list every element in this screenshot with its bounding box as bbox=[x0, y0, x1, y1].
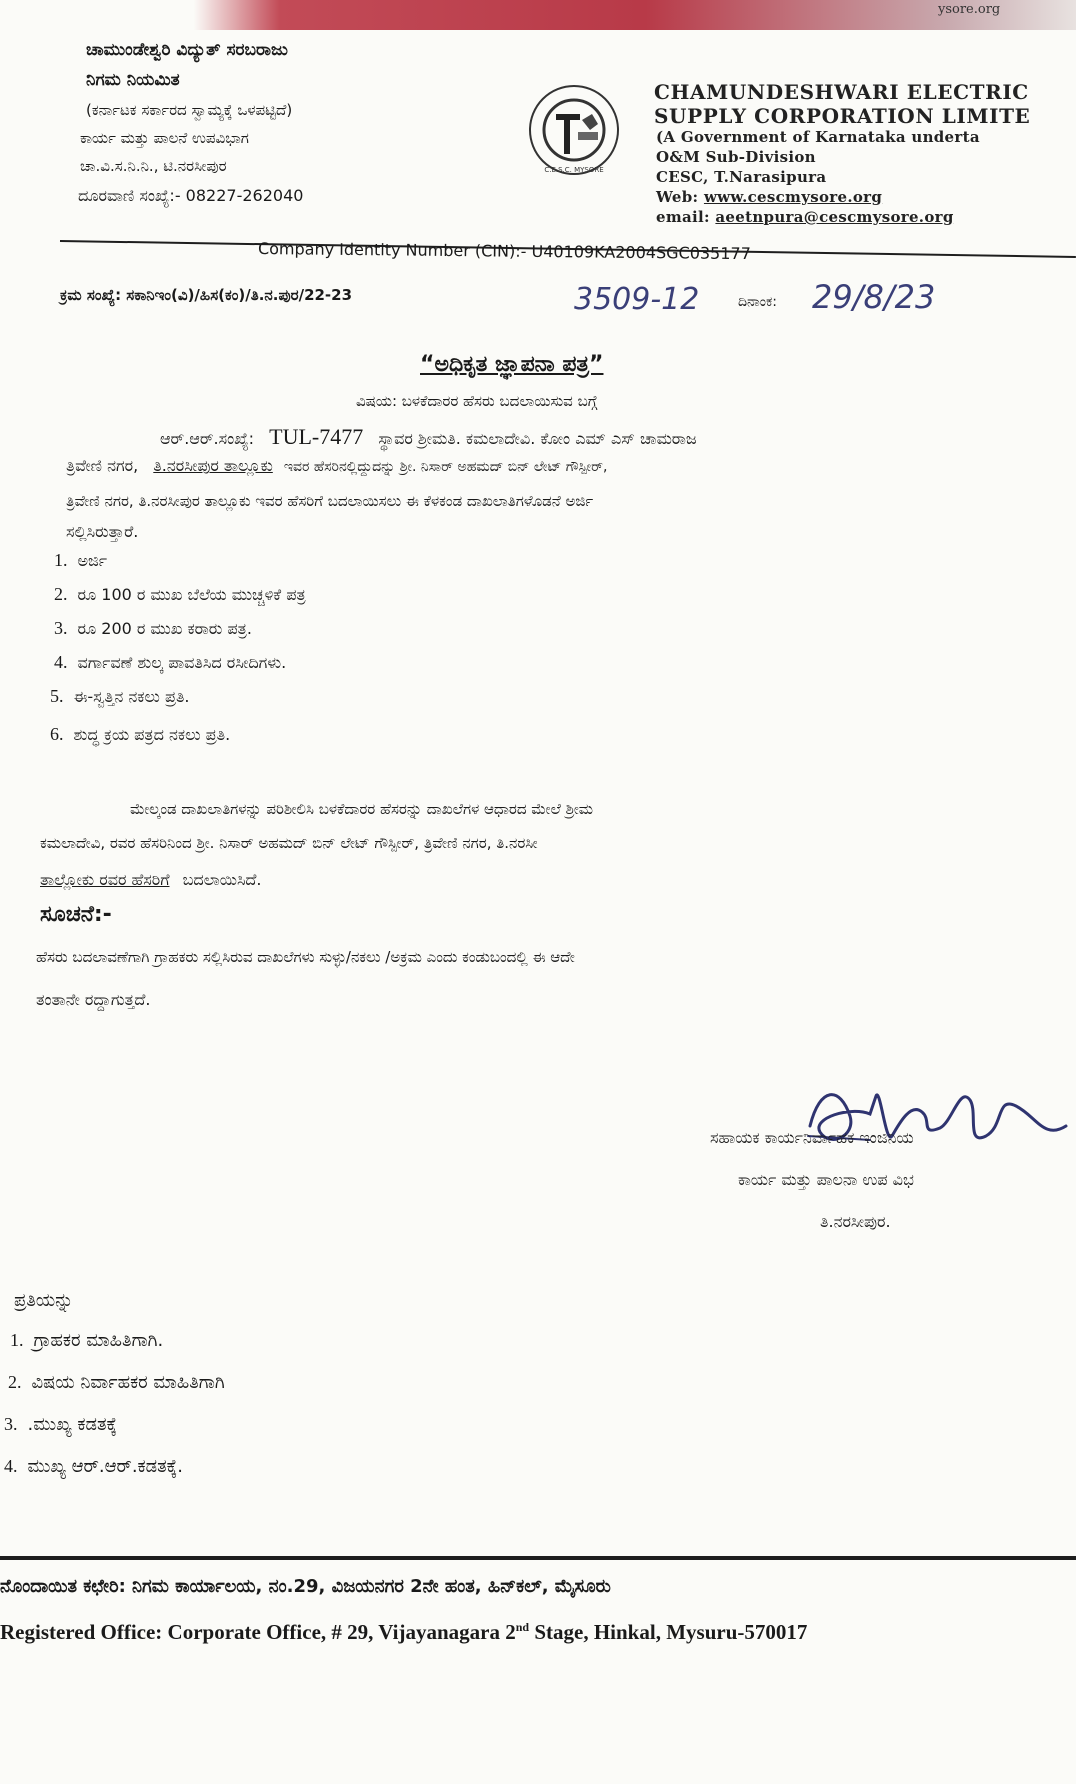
kan-org-suffix: ನಿಗಮ ನಿಯಮಿತ bbox=[86, 70, 180, 90]
cesc-logo-emblem-icon bbox=[528, 84, 620, 176]
en-email bbox=[656, 208, 954, 226]
footer-divider bbox=[0, 1556, 1076, 1560]
web-label: Web: bbox=[656, 188, 699, 206]
banner-url: ysore.org bbox=[938, 2, 1001, 17]
list-item bbox=[54, 550, 107, 571]
kan-org-name: ಚಾಮುಂಡೇಶ್ವರಿ ವಿದ್ಯುತ್ ಸರಬರಾಜು bbox=[86, 40, 288, 60]
en-web bbox=[656, 188, 882, 206]
list-item-number: 2. bbox=[54, 584, 68, 604]
handwritten-signature-icon bbox=[790, 1066, 1076, 1176]
list-item-text: .ಮುಖ್ಯ ಕಡತಕ್ಕೆ bbox=[27, 1414, 118, 1435]
para1-line1 bbox=[160, 424, 697, 450]
list-item-number: 3. bbox=[54, 618, 68, 638]
list-item-text: ಅರ್ಜಿ bbox=[77, 551, 108, 570]
reference-prefix: ಕ್ರಮ ಸಂಖ್ಯೆ: ಸಕಾನಿಇಂ(ವಿ)/ಹಿಸ(ಕಂ)/ತಿ.ನ.ಪುರ/22-23 bbox=[60, 286, 353, 304]
svg-text:C.E.S.C. MYSORE: C.E.S.C. MYSORE bbox=[544, 166, 604, 174]
footer-address-sup: nd bbox=[515, 1620, 530, 1634]
list-item-number: 4. bbox=[54, 652, 68, 672]
kan-place: ಚಾ.ವಿ.ಸ.ನಿ.ನಿ., ಟಿ.ನರಸೀಪುರ bbox=[80, 157, 227, 175]
list-item bbox=[10, 1330, 163, 1351]
para1-line4: ಸಲ್ಲಿಸಿರುತ್ತಾರೆ. bbox=[66, 522, 139, 541]
footer-address-part1: Registered Office: Corporate Office, # 29, Vijayanagara 2 bbox=[0, 1620, 516, 1644]
signatory-designation: ಸಹಾಯಕ ಕಾರ್ಯನಿರ್ವಾಹಕ ಇಂಜಿನಿಯ bbox=[710, 1128, 914, 1147]
list-item bbox=[8, 1372, 225, 1393]
copies-heading: ಪ್ರತಿಯನ್ನು bbox=[14, 1290, 74, 1311]
list-item-text: ವರ್ಗಾವಣೆ ಶುಲ್ಕ ಪಾವತಿಸಿದ ರಸೀದಿಗಳು. bbox=[77, 653, 287, 672]
en-org-line1: CHAMUNDESHWARI ELECTRIC bbox=[654, 80, 1029, 104]
signatory-place: ತಿ.ನರಸೀಪುರ. bbox=[820, 1212, 891, 1231]
cin-line: Company Identity Number (CIN):- U40109KA2004SGC035177 bbox=[257, 239, 751, 264]
signatory-office: ಕಾರ್ಯ ಮತ್ತು ಪಾಲನಾ ಉಪ ವಿಭ bbox=[738, 1170, 914, 1189]
list-item bbox=[54, 652, 286, 673]
note-heading: ಸೂಚನೆ:- bbox=[40, 902, 112, 927]
en-govt-note: (A Government of Karnataka underta bbox=[656, 128, 980, 146]
list-item-text: ವಿಷಯ ನಿರ್ವಾಹಕರ ಮಾಹಿತಿಗಾಗಿ bbox=[31, 1372, 225, 1393]
list-item-number: 3. bbox=[4, 1414, 18, 1434]
para1-line2-place: ತ್ರಿವೇಣಿ ನಗರ, bbox=[66, 456, 139, 475]
en-subdivision: O&M Sub-Division bbox=[656, 148, 816, 166]
list-item-text: ಗ್ರಾಹಕರ ಮಾಹಿತಿಗಾಗಿ. bbox=[33, 1330, 164, 1351]
email-link[interactable]: aeetnpura@cescmysore.org bbox=[715, 208, 954, 226]
list-item-text: ಈ-ಸ್ವತ್ತಿನ ನಕಲು ಪ್ರತಿ. bbox=[73, 687, 190, 706]
para1-line2-taluk: ತಿ.ನರಸೀಪುರ ತಾಲ್ಲೂಕು bbox=[153, 456, 273, 475]
kan-phone: ದೂರವಾಣಿ ಸಂಖ್ಯೆ:- 08227-262040 bbox=[78, 186, 304, 205]
list-item bbox=[4, 1414, 117, 1435]
list-item-text: ರೂ 200 ರ ಮುಖ ಕರಾರು ಪತ್ರ. bbox=[77, 619, 252, 638]
list-item-text: ರೂ 100 ರ ಮುಖ ಬೆಲೆಯ ಮುಚ್ಚಳಿಕೆ ಪತ್ರ bbox=[77, 585, 306, 604]
web-link[interactable]: www.cescmysore.org bbox=[703, 188, 883, 206]
list-item bbox=[54, 584, 306, 605]
para1-line2-rest: ಇವರ ಹೆಸರಿನಲ್ಲಿದ್ದುದನ್ನು ಶ್ರೀ. ನಿಸಾರ್ ಅಹಮದ್ ಬಿನ್ ಲೇಟ್ ಗೌಸ್ಪೀರ್, bbox=[283, 459, 608, 475]
list-item-text: ಮುಖ್ಯ ಆರ್.ಆರ್.ಕಡತಕ್ಕೆ. bbox=[27, 1456, 183, 1477]
para2-line1: ಮೇಲ್ಕಂಡ ದಾಖಲಾತಿಗಳನ್ನು ಪರಿಶೀಲಿಸಿ ಬಳಕೆದಾರರ ಹೆಸರನ್ನು ದಾಖಲೆಗಳ ಆಧಾರದ ಮೇಲೆ ಶ್ರೀಮ bbox=[130, 800, 594, 818]
kan-subdivision: ಕಾರ್ಯ ಮತ್ತು ಪಾಲನೆ ಉಪವಿಭಾಗ bbox=[80, 129, 249, 147]
note-line2: ತಂತಾನೇ ರದ್ದಾಗುತ್ತದೆ. bbox=[36, 990, 151, 1009]
para2-line2: ಕಮಲಾದೇವಿ, ರವರ ಹೆಸರಿನಿಂದ ಶ್ರೀ. ನಿಸಾರ್ ಅಹಮದ್ ಬಿನ್ ಲೇಟ್ ಗೌಸ್ಪೀರ್, ತ್ರಿವೇಣಿ ನಗರ, ತಿ.ನರಸೀ bbox=[40, 834, 538, 852]
list-item-number: 4. bbox=[4, 1456, 18, 1476]
list-item-number: 2. bbox=[8, 1372, 22, 1392]
para1-line1-rest: ಸ್ಥಾವರ ಶ್ರೀಮತಿ. ಕಮಲಾದೇವಿ. ಕೋಂ ಎಮ್ ಎಸ್ ಚಾಮರಾಜ bbox=[378, 429, 697, 448]
footer-kannada-address: ನೊಂದಾಯಿತ ಕಛೇರಿ: ನಿಗಮ ಕಾರ್ಯಾಲಯ, ನಂ.29, ವಿಜಯನಗರ 2ನೇ ಹಂತ, ಹಿನ್‌ಕಲ್, ಮೈಸೂರು bbox=[0, 1576, 611, 1597]
footer-address-part2: Stage, Hinkal, Mysuru-570017 bbox=[529, 1620, 808, 1644]
date-label: ದಿನಾಂಕ: bbox=[738, 294, 777, 310]
footer-english-address bbox=[0, 1620, 807, 1645]
list-item-number: 6. bbox=[50, 724, 64, 744]
memo-subject: ವಿಷಯ: ಬಳಕೆದಾರರ ಹೆಸರು ಬದಲಾಯಿಸುವ ಬಗ್ಗೆ bbox=[356, 392, 598, 410]
letterhead-banner bbox=[0, 0, 1076, 30]
rr-number: TUL-7477 bbox=[269, 424, 364, 449]
list-item-number: 1. bbox=[54, 550, 68, 570]
list-item-number: 5. bbox=[50, 686, 64, 706]
para2-line3-rest: ಬದಲಾಯಿಸಿದೆ. bbox=[177, 870, 262, 889]
para1-line2 bbox=[66, 456, 607, 476]
kan-govt-note: (ಕರ್ನಾಟಕ ಸರ್ಕಾರದ ಸ್ವಾಮ್ಯಕ್ಕೆ ಒಳಪಟ್ಟಿದೆ) bbox=[86, 101, 293, 119]
note-line1: ಹೆಸರು ಬದಲಾವಣೆಗಾಗಿ ಗ್ರಾಹಕರು ಸಲ್ಲಿಸಿರುವ ದಾಖಲೆಗಳು ಸುಳ್ಳು/ನಕಲು /ಅಕ್ರಮ ಎಂದು ಕಂಡುಬಂದಲ್ಲಿ ಈ ಆದೇ bbox=[36, 948, 575, 966]
email-label: email: bbox=[656, 208, 710, 226]
rr-label: ಆರ್.ಆರ್.ಸಂಖ್ಯೆ: bbox=[160, 429, 255, 448]
para2-line3-underlined: ತಾಲ್ಲೋಕು ರವರ ಹೆಸರಿಗೆ bbox=[40, 870, 170, 889]
en-org-line2: SUPPLY CORPORATION LIMITE bbox=[654, 104, 1031, 128]
list-item bbox=[54, 618, 252, 639]
list-item bbox=[4, 1456, 183, 1477]
list-item bbox=[50, 724, 230, 745]
reference-handwritten-number: 3509-12 bbox=[574, 282, 700, 317]
cesc-logo bbox=[528, 84, 620, 176]
memo-title: “ಅಧಿಕೃತ ಜ್ಞಾಪನಾ ಪತ್ರ” bbox=[420, 352, 604, 377]
date-handwritten: 29/8/23 bbox=[812, 278, 936, 316]
list-item-text: ಶುದ್ಧ ಕ್ರಯ ಪತ್ರದ ನಕಲು ಪ್ರತಿ. bbox=[73, 725, 231, 744]
list-item bbox=[50, 686, 190, 707]
list-item-number: 1. bbox=[10, 1330, 24, 1350]
para1-line3: ತ್ರಿವೇಣಿ ನಗರ, ತಿ.ನರಸೀಪುರ ತಾಲ್ಲೂಕು ಇವರ ಹೆಸರಿಗೆ ಬದಲಾಯಿಸಲು ಈ ಕೆಳಕಂಡ ದಾಖಲಾತಿಗಳೊಡನೆ ಅರ್ಜಿ bbox=[66, 492, 594, 510]
en-place: CESC, T.Narasipura bbox=[656, 168, 827, 186]
reference-number bbox=[60, 286, 352, 304]
para2-line3 bbox=[40, 870, 262, 890]
